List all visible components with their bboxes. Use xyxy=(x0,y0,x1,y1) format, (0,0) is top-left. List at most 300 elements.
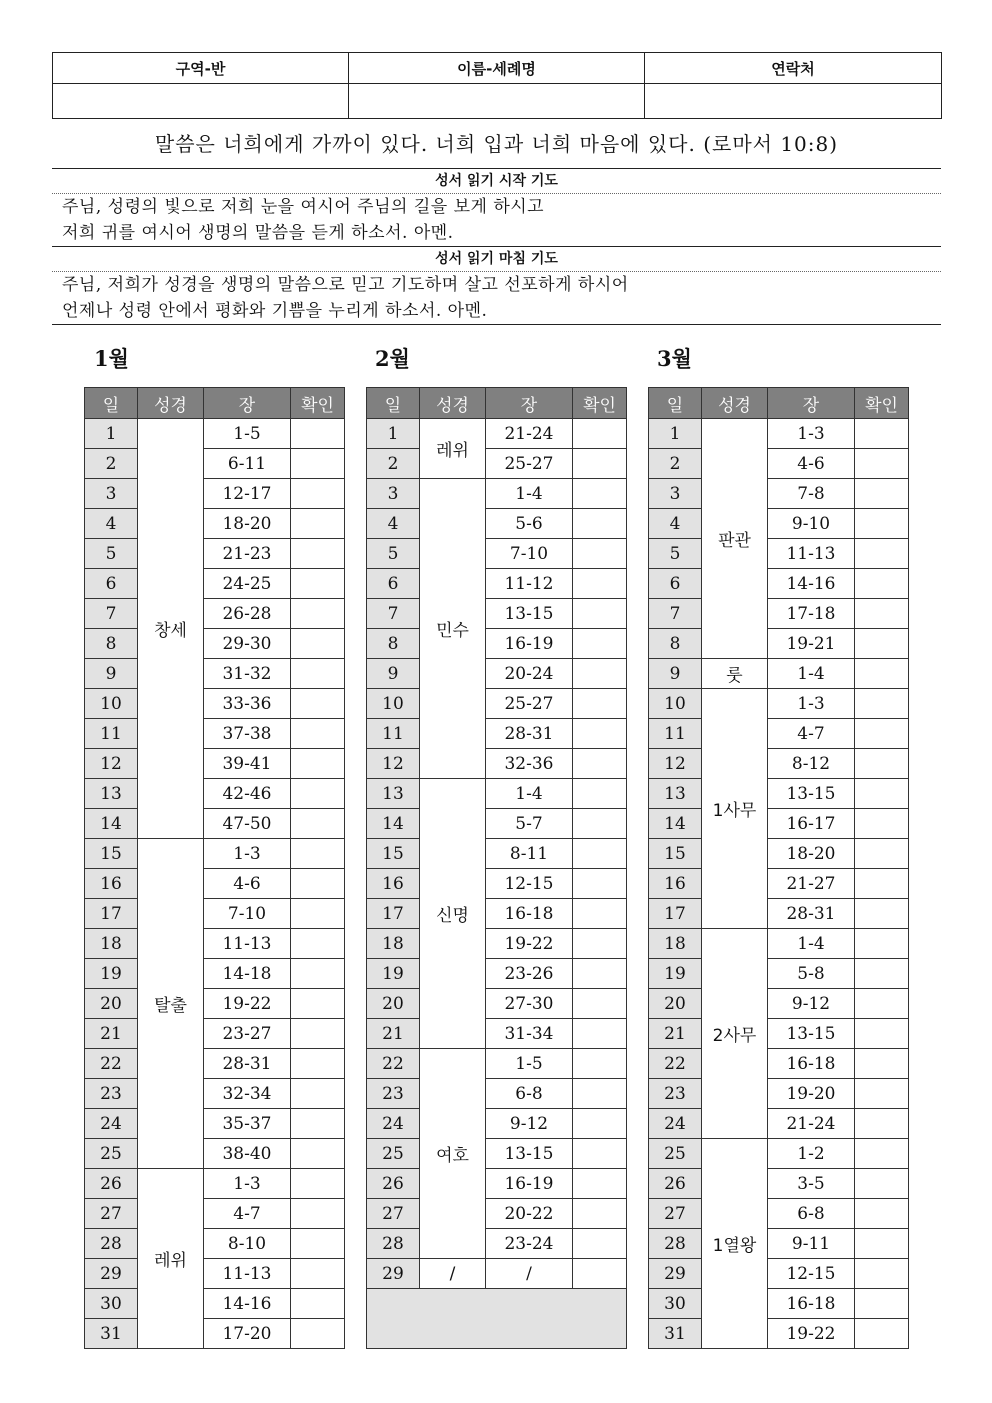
check-cell[interactable] xyxy=(291,1019,345,1049)
day-number: 10 xyxy=(649,689,702,719)
day-number: 22 xyxy=(367,1049,420,1079)
table-row xyxy=(85,629,345,659)
chapter-range: 29-30 xyxy=(204,629,291,659)
day-number: 11 xyxy=(367,719,420,749)
check-cell[interactable] xyxy=(855,1319,909,1349)
table-row xyxy=(649,569,909,599)
table-row xyxy=(85,959,345,989)
chapter-range: 16-18 xyxy=(486,899,573,929)
check-cell[interactable] xyxy=(291,809,345,839)
day-number: 29 xyxy=(367,1259,420,1289)
day-number: 24 xyxy=(367,1109,420,1139)
table-row xyxy=(367,1109,627,1139)
chapter-range: 28-31 xyxy=(204,1049,291,1079)
check-cell[interactable] xyxy=(855,989,909,1019)
day-number: 18 xyxy=(649,929,702,959)
check-cell[interactable] xyxy=(855,599,909,629)
contact-field[interactable] xyxy=(645,84,942,119)
check-cell[interactable] xyxy=(573,509,627,539)
chapter-range: 38-40 xyxy=(204,1139,291,1169)
chapter-range: 9-10 xyxy=(768,509,855,539)
bible-verse: 말씀은 너희에게 가까이 있다. 너희 입과 너희 마음에 있다. (로마서 10:8) xyxy=(154,132,839,156)
day-number: 28 xyxy=(367,1229,420,1259)
chapter-range: 19-22 xyxy=(204,989,291,1019)
check-cell[interactable] xyxy=(855,1019,909,1049)
chapter-range: 16-19 xyxy=(486,1169,573,1199)
table-row xyxy=(649,959,909,989)
day-number: 9 xyxy=(367,659,420,689)
column-header: 성경 xyxy=(702,388,768,419)
day-number: 30 xyxy=(85,1289,138,1319)
check-cell[interactable] xyxy=(855,419,909,449)
check-cell[interactable] xyxy=(291,689,345,719)
chapter-range: 11-13 xyxy=(204,929,291,959)
check-cell[interactable] xyxy=(573,779,627,809)
check-cell[interactable] xyxy=(855,1289,909,1319)
check-cell[interactable] xyxy=(855,509,909,539)
table-row xyxy=(367,539,627,569)
day-number: 20 xyxy=(367,989,420,1019)
table-row xyxy=(367,629,627,659)
chapter-range: 17-18 xyxy=(768,599,855,629)
check-cell[interactable] xyxy=(855,1259,909,1289)
table-row xyxy=(649,1229,909,1259)
march-reading-table xyxy=(648,387,909,1349)
check-cell[interactable] xyxy=(291,749,345,779)
check-cell[interactable] xyxy=(291,539,345,569)
check-cell[interactable] xyxy=(855,1079,909,1109)
day-number: 4 xyxy=(367,509,420,539)
day-number: 22 xyxy=(85,1049,138,1079)
book-name: 레위 xyxy=(420,419,486,479)
table-row xyxy=(85,1169,345,1199)
day-number: 12 xyxy=(649,749,702,779)
check-cell[interactable] xyxy=(855,869,909,899)
chapter-range: 24-25 xyxy=(204,569,291,599)
table-row xyxy=(85,1019,345,1049)
table-row xyxy=(649,1079,909,1109)
chapter-range: 7-10 xyxy=(204,899,291,929)
check-cell[interactable] xyxy=(291,449,345,479)
chapter-range: 42-46 xyxy=(204,779,291,809)
day-number: 14 xyxy=(367,809,420,839)
closing-prayer-title: 성서 읽기 마침 기도 xyxy=(52,246,941,272)
day-number: 17 xyxy=(367,899,420,929)
chapter-range: 19-22 xyxy=(768,1319,855,1349)
table-row xyxy=(367,689,627,719)
chapter-range: 7-8 xyxy=(768,479,855,509)
chapter-range: 1-4 xyxy=(486,479,573,509)
chapter-range: 12-15 xyxy=(486,869,573,899)
check-cell[interactable] xyxy=(291,959,345,989)
day-number: 21 xyxy=(85,1019,138,1049)
day-number: 26 xyxy=(649,1169,702,1199)
day-number: 22 xyxy=(649,1049,702,1079)
february-reading-table xyxy=(366,387,627,1349)
check-cell[interactable] xyxy=(855,629,909,659)
day-number: 31 xyxy=(649,1319,702,1349)
check-cell[interactable] xyxy=(855,1109,909,1139)
day-number: 8 xyxy=(367,629,420,659)
book-name: 여호 xyxy=(420,1049,486,1259)
chapter-range: 4-6 xyxy=(204,869,291,899)
book-name: 1열왕 xyxy=(702,1139,768,1349)
check-cell[interactable] xyxy=(573,809,627,839)
day-number: 26 xyxy=(85,1169,138,1199)
check-cell[interactable] xyxy=(291,1229,345,1259)
chapter-range: 4-6 xyxy=(768,449,855,479)
table-row xyxy=(85,539,345,569)
check-cell[interactable] xyxy=(291,419,345,449)
chapter-range: 9-11 xyxy=(768,1229,855,1259)
day-number: 12 xyxy=(85,749,138,779)
check-cell[interactable] xyxy=(573,1199,627,1229)
opening-prayer-line: 저희 귀를 여시어 생명의 말씀을 듣게 하소서. 아멘. xyxy=(62,223,454,243)
day-number: 1 xyxy=(85,419,138,449)
check-cell[interactable] xyxy=(573,749,627,779)
table-row xyxy=(649,1319,909,1349)
day-number: 16 xyxy=(649,869,702,899)
unused-days-block xyxy=(367,1289,627,1349)
table-row xyxy=(367,1229,627,1259)
check-cell[interactable] xyxy=(855,749,909,779)
check-cell[interactable] xyxy=(573,569,627,599)
check-cell[interactable] xyxy=(573,539,627,569)
day-number: 23 xyxy=(85,1079,138,1109)
check-cell[interactable] xyxy=(291,1319,345,1349)
district-field[interactable] xyxy=(53,84,349,119)
check-cell[interactable] xyxy=(291,1049,345,1079)
chapter-range: 7-10 xyxy=(486,539,573,569)
chapter-range: 23-26 xyxy=(486,959,573,989)
book-name: 민수 xyxy=(420,479,486,779)
check-cell[interactable] xyxy=(573,719,627,749)
column-header: 장 xyxy=(486,388,573,419)
book-name: 2사무 xyxy=(702,929,768,1139)
check-cell[interactable] xyxy=(855,1049,909,1079)
day-number: 13 xyxy=(649,779,702,809)
chapter-range: 31-34 xyxy=(486,1019,573,1049)
column-header: 장 xyxy=(204,388,291,419)
table-row xyxy=(85,509,345,539)
month-title-march: 3월 xyxy=(657,346,692,371)
check-cell[interactable] xyxy=(573,959,627,989)
check-cell[interactable] xyxy=(291,929,345,959)
table-row xyxy=(85,899,345,929)
check-cell[interactable] xyxy=(573,599,627,629)
column-header: 일 xyxy=(649,388,702,419)
check-cell[interactable] xyxy=(855,659,909,689)
check-cell[interactable] xyxy=(573,629,627,659)
check-cell[interactable] xyxy=(855,1229,909,1259)
check-cell[interactable] xyxy=(573,989,627,1019)
table-row xyxy=(649,1169,909,1199)
chapter-range: 1-2 xyxy=(768,1139,855,1169)
check-cell[interactable] xyxy=(573,1259,627,1289)
chapter-range: 23-27 xyxy=(204,1019,291,1049)
chapter-range: 4-7 xyxy=(768,719,855,749)
table-row xyxy=(649,1049,909,1079)
check-cell[interactable] xyxy=(855,719,909,749)
check-cell[interactable] xyxy=(855,779,909,809)
day-number: 7 xyxy=(367,599,420,629)
chapter-range: 19-22 xyxy=(486,929,573,959)
day-number: 11 xyxy=(649,719,702,749)
chapter-range: 32-36 xyxy=(486,749,573,779)
table-row xyxy=(367,1019,627,1049)
chapter-range: 1-5 xyxy=(486,1049,573,1079)
day-number: 18 xyxy=(85,929,138,959)
chapter-range: 8-11 xyxy=(486,839,573,869)
day-number: 16 xyxy=(85,869,138,899)
check-cell[interactable] xyxy=(573,479,627,509)
day-number: 19 xyxy=(85,959,138,989)
check-cell[interactable] xyxy=(573,929,627,959)
check-cell[interactable] xyxy=(573,1109,627,1139)
chapter-range: 12-17 xyxy=(204,479,291,509)
day-number: 20 xyxy=(649,989,702,1019)
day-number: 27 xyxy=(649,1199,702,1229)
check-cell[interactable] xyxy=(291,479,345,509)
table-row xyxy=(85,599,345,629)
check-cell[interactable] xyxy=(291,599,345,629)
day-number: 5 xyxy=(649,539,702,569)
table-row xyxy=(367,509,627,539)
table-row xyxy=(367,1139,627,1169)
chapter-range: 37-38 xyxy=(204,719,291,749)
check-cell[interactable] xyxy=(855,689,909,719)
check-cell[interactable] xyxy=(573,1019,627,1049)
chapter-range: 13-15 xyxy=(486,599,573,629)
column-header: 성경 xyxy=(420,388,486,419)
table-row xyxy=(649,659,909,689)
day-number: 15 xyxy=(85,839,138,869)
table-row xyxy=(85,749,345,779)
chapter-range: 21-23 xyxy=(204,539,291,569)
day-number: 4 xyxy=(85,509,138,539)
check-cell[interactable] xyxy=(291,659,345,689)
chapter-range: 11-13 xyxy=(204,1259,291,1289)
chapter-range: 1-4 xyxy=(768,929,855,959)
table-row xyxy=(649,449,909,479)
check-cell[interactable] xyxy=(291,1109,345,1139)
table-row xyxy=(85,659,345,689)
day-number: 3 xyxy=(85,479,138,509)
day-number: 1 xyxy=(367,419,420,449)
day-number: 1 xyxy=(649,419,702,449)
table-row xyxy=(367,659,627,689)
chapter-range: 5-8 xyxy=(768,959,855,989)
table-row xyxy=(649,869,909,899)
check-cell[interactable] xyxy=(855,449,909,479)
column-header: 성경 xyxy=(138,388,204,419)
day-number: 31 xyxy=(85,1319,138,1349)
chapter-range: 11-13 xyxy=(768,539,855,569)
day-number: 24 xyxy=(85,1109,138,1139)
check-cell[interactable] xyxy=(855,1199,909,1229)
chapter-range: 8-10 xyxy=(204,1229,291,1259)
day-number: 14 xyxy=(85,809,138,839)
check-cell[interactable] xyxy=(291,1289,345,1319)
chapter-range: 21-24 xyxy=(768,1109,855,1139)
chapter-range: 21-27 xyxy=(768,869,855,899)
check-cell[interactable] xyxy=(291,629,345,659)
chapter-range: 23-24 xyxy=(486,1229,573,1259)
column-header: 일 xyxy=(367,388,420,419)
column-header: 확인 xyxy=(573,388,627,419)
check-cell[interactable] xyxy=(291,839,345,869)
table-row xyxy=(367,839,627,869)
table-row xyxy=(367,1199,627,1229)
closing-prayer xyxy=(52,246,941,325)
check-cell[interactable] xyxy=(855,899,909,929)
column-header: 일 xyxy=(85,388,138,419)
check-cell[interactable] xyxy=(291,509,345,539)
chapter-range: 35-37 xyxy=(204,1109,291,1139)
empty-row xyxy=(367,1289,627,1349)
table-row xyxy=(649,899,909,929)
day-number: 23 xyxy=(649,1079,702,1109)
opening-prayer-line: 주님, 성령의 빛으로 저희 눈을 여시어 주님의 길을 보게 하시고 xyxy=(62,197,545,217)
table-row xyxy=(649,989,909,1019)
check-cell[interactable] xyxy=(573,449,627,479)
chapter-range: 39-41 xyxy=(204,749,291,779)
day-number: 5 xyxy=(85,539,138,569)
check-cell[interactable] xyxy=(573,1169,627,1199)
check-cell[interactable] xyxy=(573,839,627,869)
table-row xyxy=(649,1289,909,1319)
check-cell[interactable] xyxy=(291,1199,345,1229)
chapter-range: 1-4 xyxy=(768,659,855,689)
chapter-range: 11-12 xyxy=(486,569,573,599)
table-row xyxy=(85,1139,345,1169)
book-name: 1사무 xyxy=(702,689,768,929)
chapter-range: 9-12 xyxy=(486,1109,573,1139)
chapter-range: 12-15 xyxy=(768,1259,855,1289)
day-number: 15 xyxy=(649,839,702,869)
check-cell[interactable] xyxy=(291,1259,345,1289)
chapter-range: 6-11 xyxy=(204,449,291,479)
check-cell[interactable] xyxy=(855,1139,909,1169)
table-row xyxy=(367,1079,627,1109)
check-cell[interactable] xyxy=(855,479,909,509)
table-row xyxy=(85,1049,345,1079)
check-cell[interactable] xyxy=(855,959,909,989)
chapter-range: 17-20 xyxy=(204,1319,291,1349)
check-cell[interactable] xyxy=(291,779,345,809)
day-number: 12 xyxy=(367,749,420,779)
check-cell[interactable] xyxy=(291,989,345,1019)
day-number: 2 xyxy=(85,449,138,479)
check-cell[interactable] xyxy=(291,1079,345,1109)
check-cell[interactable] xyxy=(573,419,627,449)
day-number: 3 xyxy=(649,479,702,509)
chapter-range: 4-7 xyxy=(204,1199,291,1229)
chapter-range: 25-27 xyxy=(486,689,573,719)
month-title-january: 1월 xyxy=(94,346,129,371)
book-name: 룻 xyxy=(702,659,768,689)
day-number: 15 xyxy=(367,839,420,869)
day-number: 13 xyxy=(367,779,420,809)
check-cell[interactable] xyxy=(855,569,909,599)
book-name: / xyxy=(420,1259,486,1289)
book-name: 판관 xyxy=(702,419,768,659)
table-row xyxy=(85,569,345,599)
chapter-range: 25-27 xyxy=(486,449,573,479)
table-row xyxy=(367,479,627,509)
check-cell[interactable] xyxy=(573,1229,627,1259)
check-cell[interactable] xyxy=(291,569,345,599)
column-header: 확인 xyxy=(855,388,909,419)
day-number: 6 xyxy=(649,569,702,599)
chapter-range: 16-19 xyxy=(486,629,573,659)
check-cell[interactable] xyxy=(573,1049,627,1079)
check-cell[interactable] xyxy=(291,1139,345,1169)
table-row xyxy=(367,449,627,479)
table-row xyxy=(85,479,345,509)
table-row xyxy=(85,1079,345,1109)
check-cell[interactable] xyxy=(291,719,345,749)
contact-header: 연락처 xyxy=(645,53,942,84)
table-row xyxy=(649,1109,909,1139)
day-number: 8 xyxy=(85,629,138,659)
check-cell[interactable] xyxy=(291,899,345,929)
chapter-range: 8-12 xyxy=(768,749,855,779)
day-number: 25 xyxy=(649,1139,702,1169)
day-number: 25 xyxy=(367,1139,420,1169)
day-number: 17 xyxy=(649,899,702,929)
check-cell[interactable] xyxy=(855,839,909,869)
table-row xyxy=(85,1199,345,1229)
table-row xyxy=(85,809,345,839)
day-number: 20 xyxy=(85,989,138,1019)
check-cell[interactable] xyxy=(573,869,627,899)
chapter-range: 13-15 xyxy=(768,779,855,809)
check-cell[interactable] xyxy=(573,689,627,719)
chapter-range: 28-31 xyxy=(768,899,855,929)
check-cell[interactable] xyxy=(855,539,909,569)
chapter-range: 13-15 xyxy=(768,1019,855,1049)
day-number: 14 xyxy=(649,809,702,839)
check-cell[interactable] xyxy=(855,809,909,839)
name-field[interactable] xyxy=(349,84,645,119)
table-row xyxy=(649,719,909,749)
table-row xyxy=(649,689,909,719)
table-row xyxy=(367,779,627,809)
day-number: 5 xyxy=(367,539,420,569)
chapter-range: 26-28 xyxy=(204,599,291,629)
check-cell[interactable] xyxy=(855,1169,909,1199)
table-row xyxy=(85,1319,345,1349)
chapter-range: 14-16 xyxy=(204,1289,291,1319)
table-row xyxy=(367,419,627,449)
check-cell[interactable] xyxy=(855,929,909,959)
january-reading-table xyxy=(84,387,345,1349)
table-row xyxy=(367,899,627,929)
chapter-range: 6-8 xyxy=(768,1199,855,1229)
check-cell[interactable] xyxy=(573,659,627,689)
chapter-range: 32-34 xyxy=(204,1079,291,1109)
check-cell[interactable] xyxy=(573,899,627,929)
check-cell[interactable] xyxy=(291,1169,345,1199)
chapter-range: 20-24 xyxy=(486,659,573,689)
check-cell[interactable] xyxy=(573,1139,627,1169)
day-number: 19 xyxy=(367,959,420,989)
check-cell[interactable] xyxy=(291,869,345,899)
check-cell[interactable] xyxy=(573,1079,627,1109)
day-number: 24 xyxy=(649,1109,702,1139)
opening-prayer xyxy=(52,168,941,246)
